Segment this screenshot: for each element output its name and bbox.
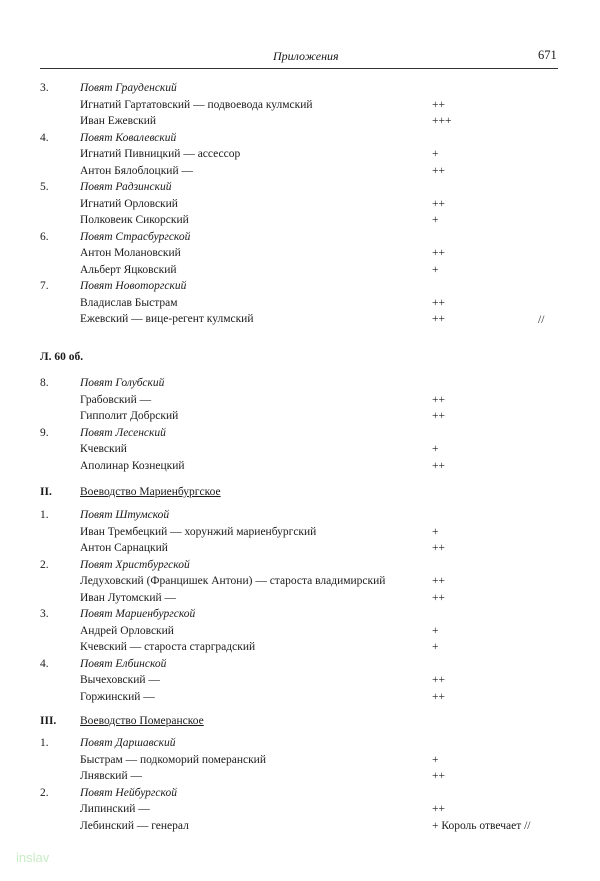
vote-mark: ++ (432, 164, 445, 177)
district-number: 2. (40, 558, 49, 571)
page-number: 671 (538, 48, 557, 62)
vote-mark: ++ (432, 459, 445, 472)
person-entry: Антон Молановский (80, 247, 181, 259)
person-entry: Кчевский — староста старградский (80, 641, 256, 653)
person-entry: Аполинар Кознецкий (80, 459, 185, 472)
district-number: 3. (40, 608, 49, 620)
district-heading: Повят Радзинский (80, 181, 172, 193)
vote-mark: ++ (432, 770, 445, 782)
district-heading: Повят Страсбургской (80, 230, 191, 243)
person-entry: Лебинский — генерал (80, 819, 189, 832)
vote-mark: ++ (432, 296, 445, 309)
vote-mark: ++ (432, 690, 445, 703)
district-heading: Повят Штумской (80, 509, 170, 521)
vote-mark: + (432, 641, 439, 653)
voivodeship-number: II. (40, 486, 52, 498)
person-entry: Игнатий Пивницкий — ассессор (80, 148, 241, 160)
person-entry: Грабовский — (80, 393, 152, 406)
person-entry: Лнявский — (80, 770, 142, 782)
person-entry: Вычеховский — (80, 674, 160, 686)
district-number: 4. (40, 131, 49, 144)
vote-mark: ++ (432, 575, 445, 587)
district-heading: Повят Ковалевский (80, 131, 177, 144)
vote-mark: ++ (432, 197, 445, 210)
district-heading: Повят Голубский (80, 377, 165, 389)
district-number: 5. (40, 181, 49, 193)
voivodeship-heading: Воеводство Мариенбургское (80, 486, 221, 498)
vote-mark: + Король отвечает // (432, 819, 531, 832)
vote-mark: ++ (432, 247, 445, 259)
person-entry: Иван Лутомский — (80, 591, 177, 604)
district-number: 7. (40, 280, 49, 292)
person-entry: Владислав Быстрам (80, 296, 178, 309)
vote-mark: ++ (432, 803, 445, 815)
sheet-label: Л. 60 об. (40, 351, 84, 363)
district-number: 3. (40, 82, 49, 94)
vote-mark: ++ (432, 674, 445, 686)
vote-mark: + (432, 624, 439, 637)
person-entry: Андрей Орловский (80, 624, 174, 637)
running-header-title: Приложения (273, 49, 339, 63)
vote-mark: + (432, 263, 439, 276)
person-entry: Антон Бялоблоцкий — (80, 164, 193, 177)
vote-mark: ++ (432, 542, 445, 554)
person-entry: Ледуховский (Францишек Антони) — староста владимирский (80, 575, 386, 587)
district-heading: Повят Елбинской (80, 657, 167, 670)
vote-mark: +++ (432, 115, 452, 127)
vote-mark: ++ (432, 410, 445, 422)
district-heading: Повят Лесенский (80, 426, 166, 439)
vote-mark: + (432, 443, 439, 455)
district-number: 8. (40, 377, 49, 389)
person-entry: Полковеик Сикорский (80, 214, 189, 226)
vote-mark: + (432, 214, 439, 226)
district-heading: Повят Христбургской (80, 558, 190, 571)
district-heading: Повят Мариенбургской (80, 608, 196, 620)
district-heading: Повят Новоторгский (80, 280, 187, 292)
person-entry: Игнатий Орловский (80, 197, 178, 210)
district-heading: Повят Даршавский (80, 737, 176, 749)
person-entry: Гипполит Добрский (80, 410, 179, 422)
person-entry: Липинский — (80, 803, 150, 815)
district-number: 6. (40, 230, 49, 243)
voivodeship-heading: Воеводство Померанское (80, 715, 204, 727)
vote-mark: + (432, 148, 439, 160)
district-number: 9. (40, 426, 49, 439)
person-entry: Альберт Яцковский (80, 263, 177, 276)
vote-mark: ++ (432, 393, 445, 406)
vote-mark: + (432, 525, 439, 538)
person-entry: Иван Ежевский (80, 115, 157, 127)
person-entry: Горжинский — (80, 690, 155, 703)
voivodeship-number: III. (40, 715, 57, 727)
district-number: 1. (40, 509, 49, 521)
district-number: 2. (40, 786, 49, 799)
vote-mark: ++ (432, 313, 445, 325)
person-entry: Быстрам — подкоморий померанский (80, 753, 266, 766)
district-number: 1. (40, 737, 49, 749)
vote-mark: ++ (432, 591, 445, 604)
person-entry: Иван Трембецкий — хорунжий мариенбургский (80, 525, 317, 538)
vote-mark: ++ (432, 98, 445, 111)
person-entry: Игнатий Гартатовский — подвоеводa кулмский (80, 98, 313, 111)
district-number: 4. (40, 657, 49, 670)
person-entry: Кчевский (80, 443, 127, 455)
vote-mark: + (432, 753, 439, 766)
district-heading: Повят Нейбургской (80, 786, 177, 799)
district-heading: Повят Грауденский (80, 82, 177, 94)
person-entry: Ежевский — вице-регент кулмский (80, 313, 254, 325)
margin-mark: // (538, 314, 545, 326)
watermark: inslav (16, 850, 50, 865)
header-rule (40, 68, 558, 69)
person-entry: Антон Сарнацкий (80, 542, 168, 554)
